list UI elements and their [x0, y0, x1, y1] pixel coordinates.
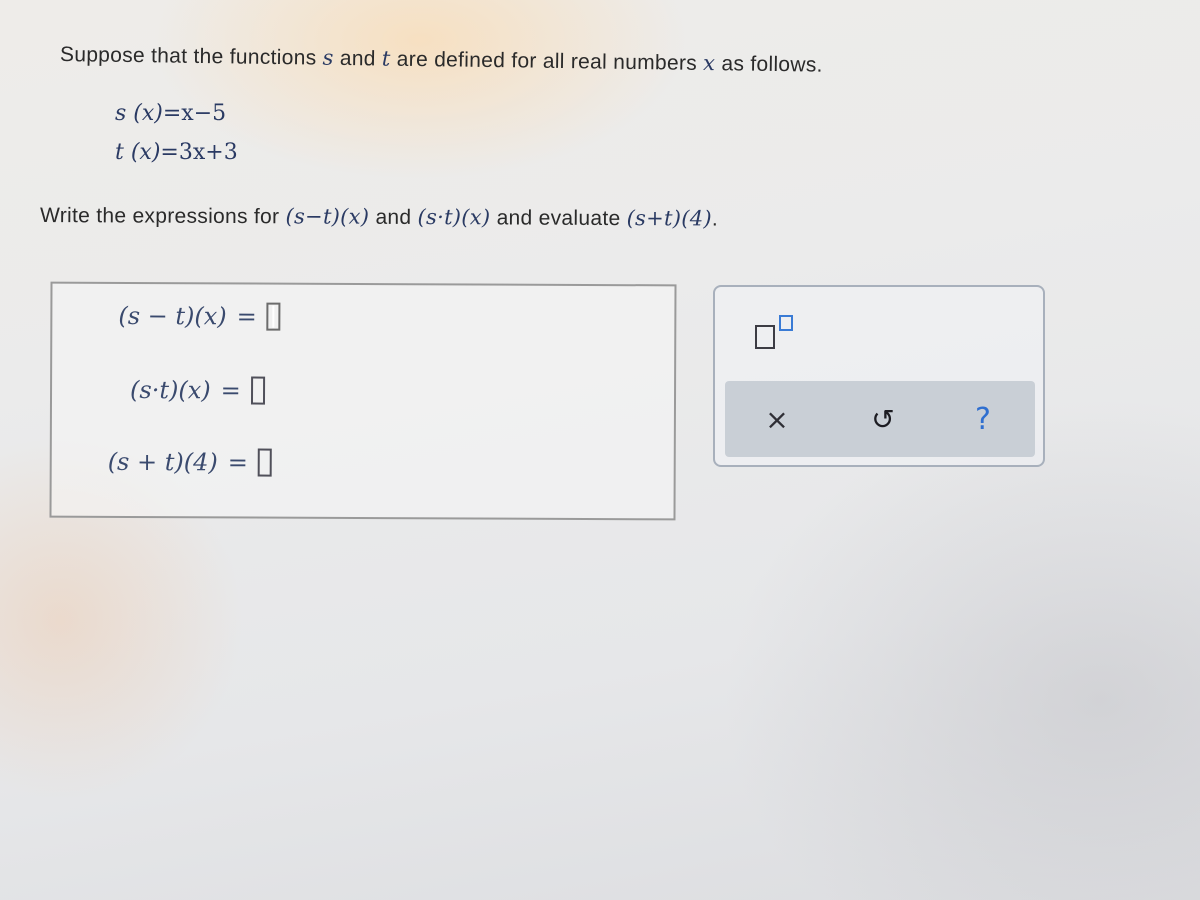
answer-row-product	[130, 376, 265, 405]
sum-input[interactable]	[258, 449, 272, 477]
answer-label-product: (s·t)(x)	[129, 375, 211, 405]
instruction-and: and	[369, 205, 418, 229]
superscript-template-icon	[755, 325, 775, 349]
definition-t-rhs: =3x+3	[160, 140, 238, 165]
question-suffix: as follows.	[715, 52, 823, 77]
superscript-button[interactable]	[743, 309, 813, 357]
var-t: t	[381, 46, 391, 71]
definition-t-lhs: t (x)	[115, 140, 161, 165]
undo-button[interactable]	[863, 399, 903, 439]
clear-button[interactable]	[757, 399, 797, 439]
equals-sign: =	[236, 302, 257, 331]
help-button[interactable]	[963, 399, 1003, 439]
answer-row-difference	[118, 302, 281, 331]
definition-s-rhs: =x−5	[162, 101, 227, 126]
equals-sign: =	[220, 376, 241, 405]
answer-box	[49, 282, 676, 521]
question-text	[60, 42, 823, 78]
definition-t	[115, 139, 238, 165]
question-and: and	[333, 46, 383, 71]
math-tool-panel	[713, 285, 1045, 467]
answer-label-sum: (s + t)(4)	[107, 447, 218, 477]
undo-icon: ↺	[871, 402, 895, 436]
instruction-prefix: Write the expressions for	[39, 204, 286, 229]
expr-product: (s·t)(x)	[417, 204, 491, 230]
expr-sum: (s+t)(4)	[626, 206, 713, 231]
definition-s	[115, 100, 226, 126]
instruction-mid: and evaluate	[490, 206, 627, 231]
answer-row-sum	[108, 448, 272, 477]
close-icon: ×	[765, 402, 789, 436]
var-s: s	[322, 45, 334, 70]
instruction-text	[40, 203, 718, 232]
superscript-box-icon	[779, 315, 793, 331]
help-icon: ?	[975, 401, 991, 437]
expr-difference: (s−t)(x)	[285, 204, 370, 229]
var-x: x	[702, 50, 716, 76]
tool-action-bar	[725, 381, 1035, 457]
product-input[interactable]	[251, 377, 265, 405]
instruction-end: .	[711, 207, 719, 231]
answer-label-difference: (s − t)(x)	[118, 301, 227, 331]
definition-s-lhs: s (x)	[115, 101, 163, 126]
equals-sign: =	[227, 448, 248, 477]
difference-input[interactable]	[267, 303, 281, 331]
question-middle: are defined for all real numbers	[390, 47, 704, 75]
question-prefix: Suppose that the functions	[59, 43, 323, 70]
